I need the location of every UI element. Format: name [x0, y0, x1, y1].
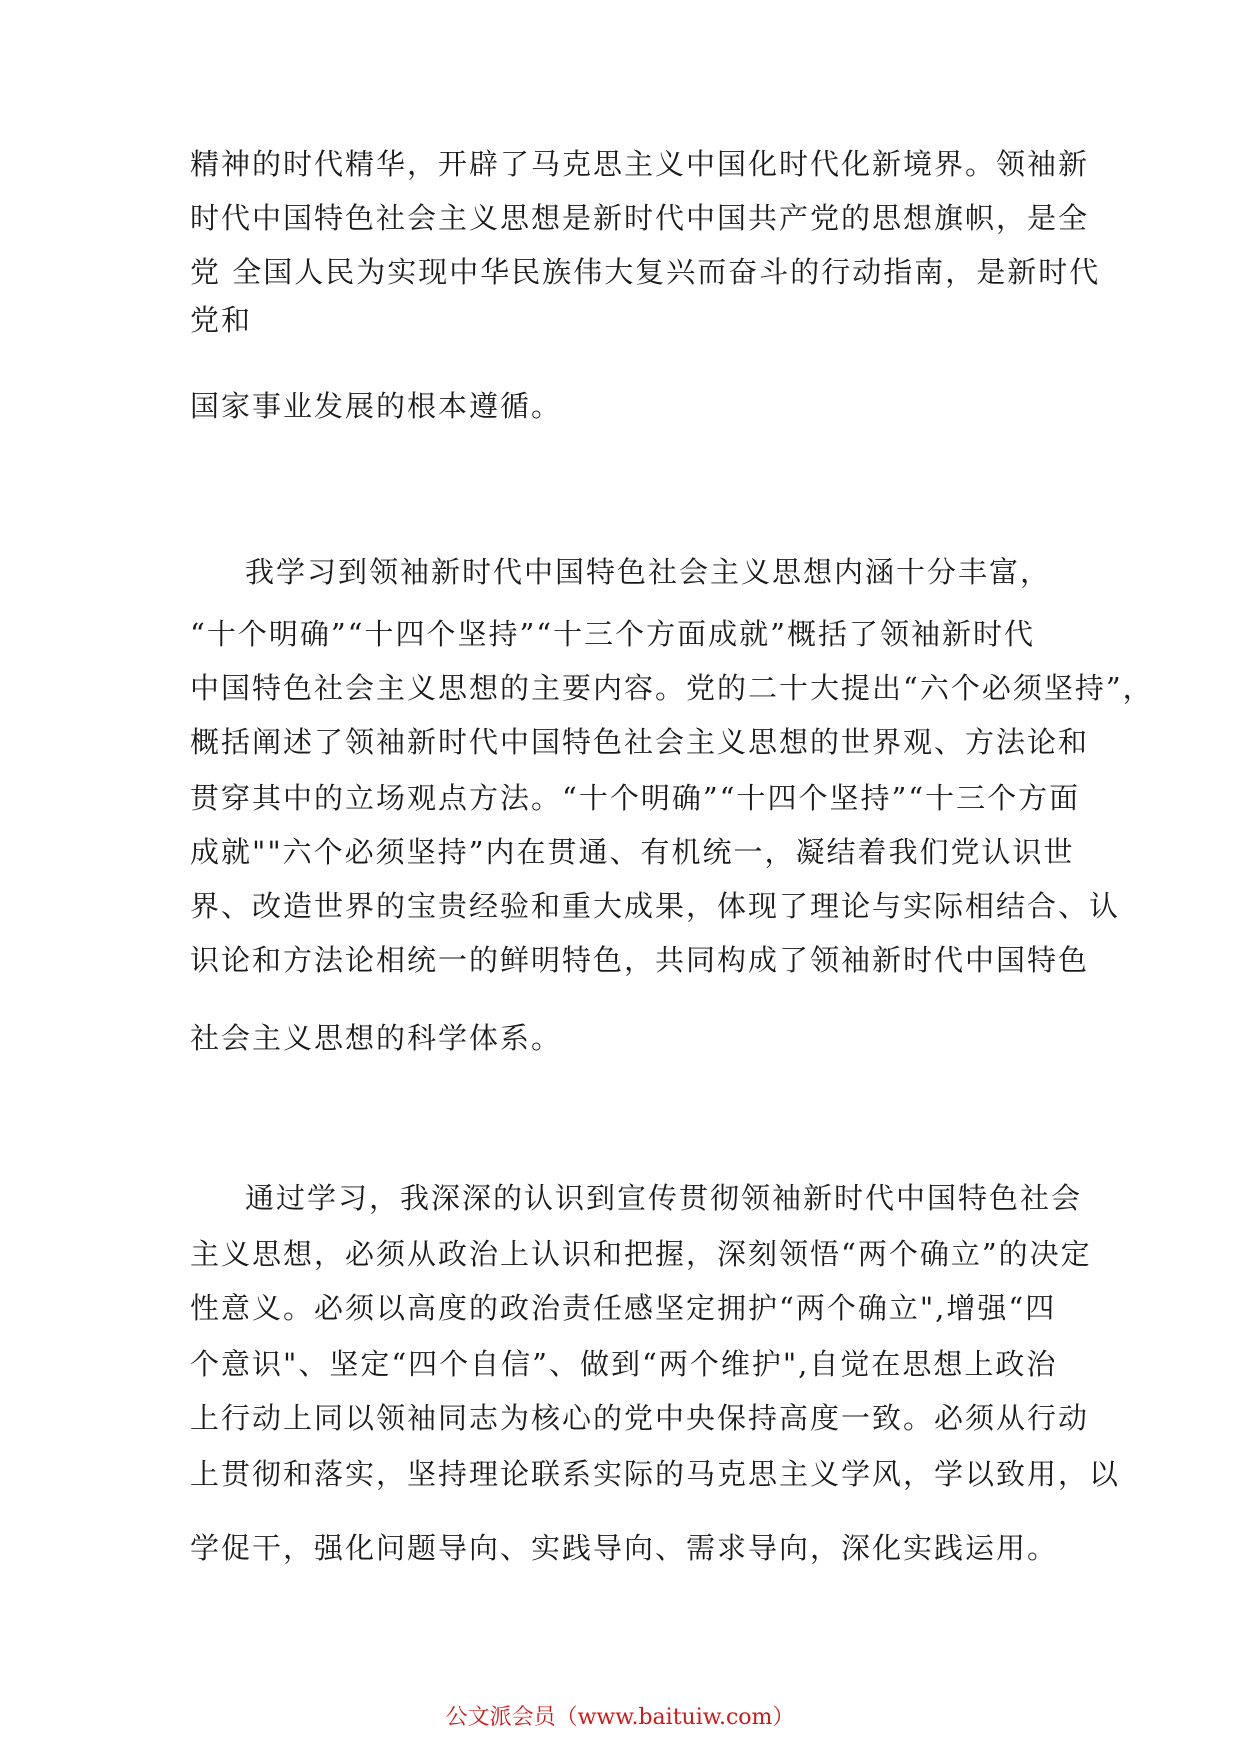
text-line: 社会主义思想的科学体系。	[190, 1021, 563, 1055]
text-line: 成就""六个必须坚持”内在贯通、有机统一，凝结着我们党认识世	[190, 835, 1075, 869]
text-line: 性意义。必须以高度的政治责任感坚定拥护“两个确立",增强“四	[190, 1291, 1057, 1325]
text-line: 上行动上同以领袖同志为核心的党中央保持高度一致。必须从行动	[190, 1401, 1090, 1435]
paragraph-start: 我学习到领袖新时代中国特色社会主义思想内涵十分丰富，	[245, 555, 1052, 589]
text-line: 上贯彻和落实，坚持理论联系实际的马克思主义学风，学以致用，以	[190, 1457, 1121, 1491]
text-line: 国家事业发展的根本遵循。	[190, 389, 563, 423]
footer-watermark: 公文派会员（www.baituiw.com）	[445, 1705, 795, 1730]
text-line: 贯穿其中的立场观点方法。“十个明确”“十四个坚持”“十三个方面	[190, 781, 1081, 815]
text-line: 时代中国特色社会主义思想是新时代中国共产党的思想旗帜，是全	[190, 201, 1090, 235]
text-line: 主义思想，必须从政治上认识和把握，深刻领悟“两个确立”的决定	[190, 1237, 1092, 1271]
text-line: 概括阐述了领袖新时代中国特色社会主义思想的世界观、方法论和	[190, 725, 1090, 759]
text-line: 识论和方法论相统一的鲜明特色，共同构成了领袖新时代中国特色	[190, 943, 1090, 977]
paragraph-start: 通过学习，我深深的认识到宣传贯彻领袖新时代中国特色社会	[245, 1181, 1083, 1215]
text-line: 中国特色社会主义思想的主要内容。党的二十大提出“六个必须坚持”，	[190, 671, 1154, 705]
text-line: 界、改造世界的宝贵经验和重大成果，体现了理论与实际相结合、认	[190, 889, 1121, 923]
text-line: 个意识"、坚定“四个自信”、做到“两个维护",自觉在思想上政治	[190, 1347, 1058, 1381]
text-line: “十个明确”“十四个坚持”“十三个方面成就”概括了领袖新时代	[190, 617, 1035, 651]
text-line: 精神的时代精华，开辟了马克思主义中国化时代化新境界。领袖新	[190, 147, 1090, 181]
text-line: 学促干，强化问题导向、实践导向、需求导向，深化实践运用。	[190, 1531, 1059, 1565]
text-line: 党 全国人民为实现中华民族伟大复兴而奋斗的行动指南，是新时代	[190, 255, 1101, 289]
text-line: 党和	[190, 303, 253, 337]
